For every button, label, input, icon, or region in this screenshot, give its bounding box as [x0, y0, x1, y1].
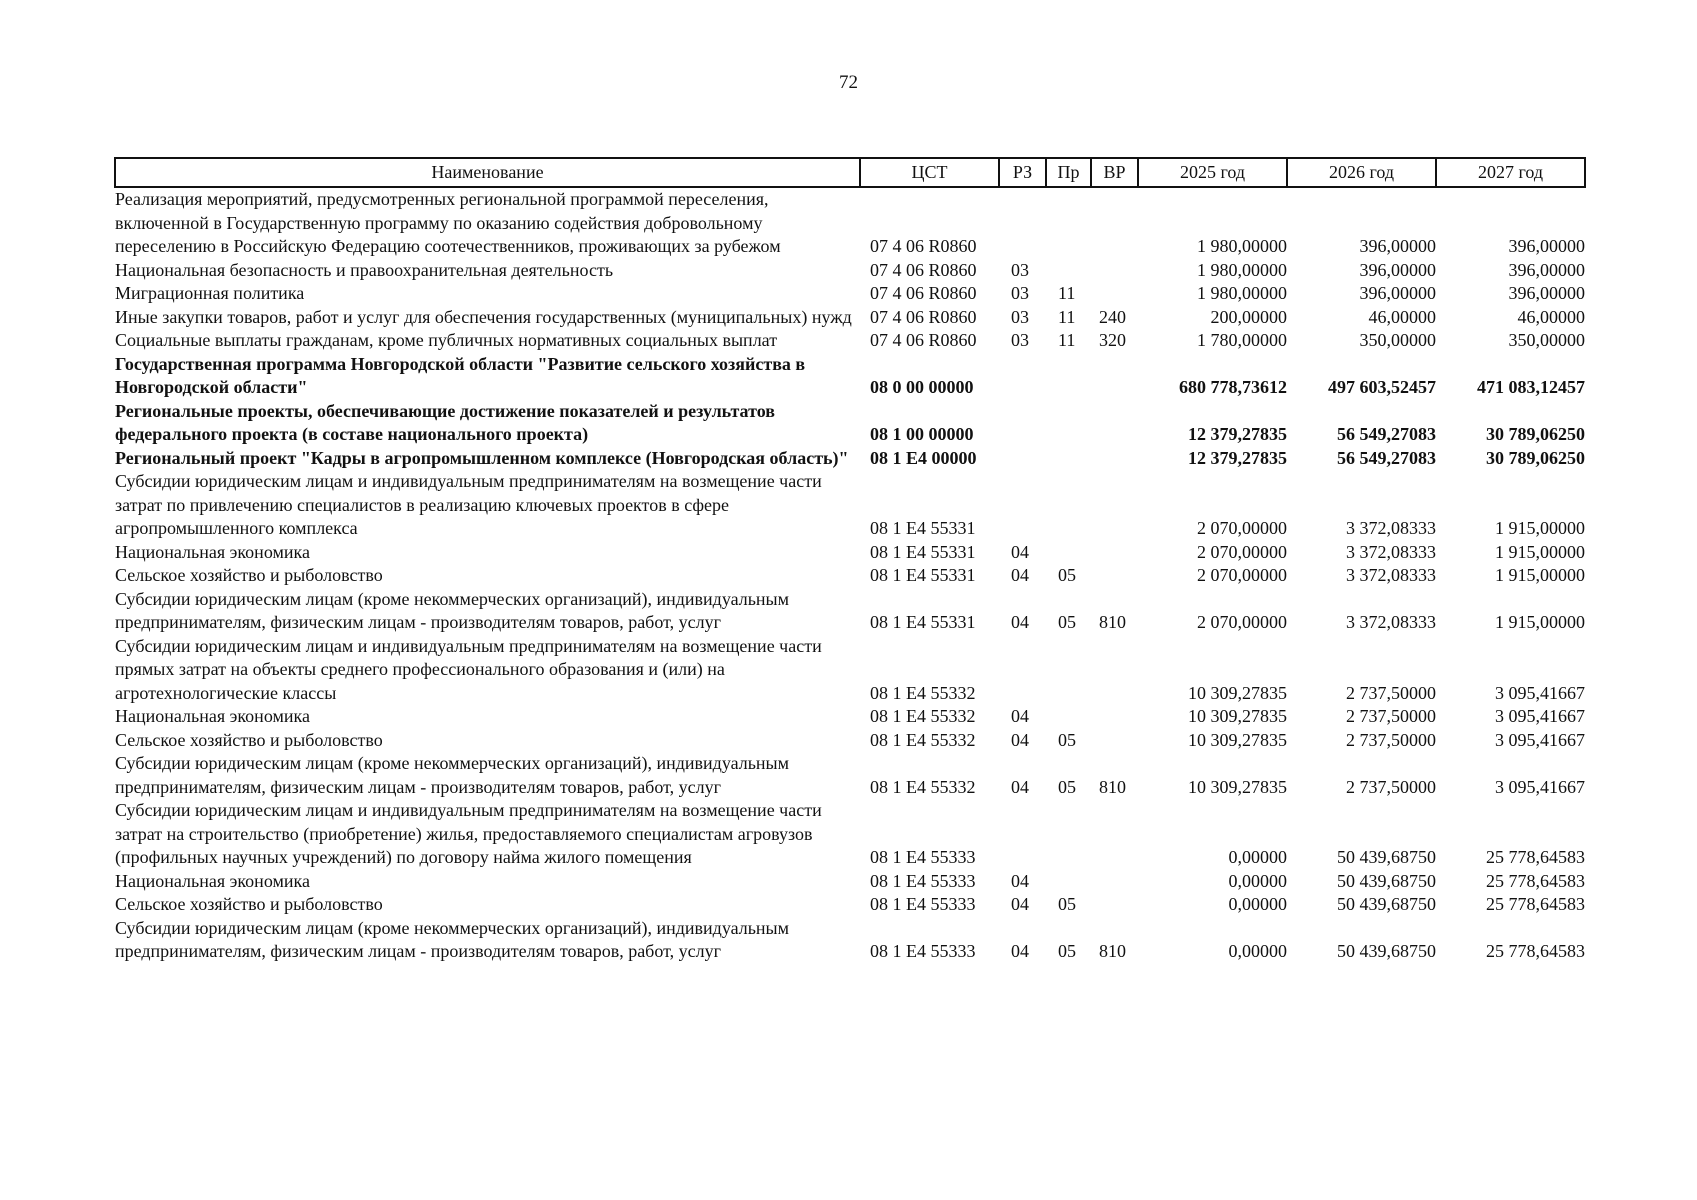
row-2027: 3 095,41667 [1495, 776, 1585, 797]
row-vr [1091, 799, 1138, 870]
row-name: Сельское хозяйство и рыболовство [115, 894, 383, 914]
row-2025: 1 780,00000 [1197, 330, 1287, 350]
header-2025: 2025 год [1138, 158, 1287, 187]
row-name: Субсидии юридическим лицам и индивидуальным предпринимателям на возмещение части затрат на строительство (приобретение) жилья, предоставляемого специалистам агровузов (профильных научных учреждений) по договору найма жилого помещения [115, 800, 822, 867]
row-2027: 3 095,41667 [1495, 729, 1585, 750]
row-2026: 2 737,50000 [1346, 729, 1436, 750]
row-rz: 03 [1011, 259, 1029, 280]
table-row [115, 799, 1585, 870]
row-name: Субсидии юридическим лицам (кроме некоммерческих организаций), индивидуальным предпринимателям, физическим лицам - производителям товаров, работ, услуг [115, 753, 790, 797]
row-cst: 08 1 E4 55333 [870, 847, 976, 867]
row-rz: 04 [1011, 870, 1029, 891]
table-row [115, 917, 1585, 964]
row-vr: 810 [1099, 612, 1126, 632]
header-pr: Пр [1046, 158, 1091, 187]
row-vr [1091, 447, 1138, 471]
row-rz [999, 799, 1046, 870]
table-row [115, 259, 1585, 283]
row-cst: 08 0 00 00000 [870, 377, 974, 397]
row-2026: 3 372,08333 [1346, 612, 1436, 632]
row-pr: 05 [1058, 941, 1076, 961]
row-2027: 396,00000 [1508, 259, 1585, 280]
row-pr: 05 [1058, 894, 1076, 914]
row-2025: 0,00000 [1228, 847, 1287, 867]
row-cst: 08 1 E4 55332 [870, 706, 976, 726]
row-2027: 1 915,00000 [1495, 518, 1585, 538]
row-name: Социальные выплаты гражданам, кроме публичных нормативных социальных выплат [115, 330, 778, 350]
table-row [115, 729, 1585, 753]
row-2026: 497 603,52457 [1328, 377, 1436, 397]
row-2025: 2 070,00000 [1197, 612, 1287, 632]
row-2026: 46,00000 [1368, 306, 1436, 327]
row-rz: 03 [1011, 283, 1029, 303]
row-pr: 11 [1058, 306, 1076, 327]
row-2027: 1 915,00000 [1495, 612, 1585, 632]
row-2026: 2 737,50000 [1346, 706, 1436, 726]
table-body [115, 187, 1585, 964]
row-name: Государственная программа Новгородской области "Развитие сельского хозяйства в Новгородской области" [115, 353, 806, 397]
row-vr: 810 [1099, 776, 1126, 797]
row-vr [1091, 893, 1138, 917]
row-2025: 0,00000 [1228, 870, 1287, 891]
row-2027: 350,00000 [1508, 330, 1585, 350]
row-name: Иные закупки товаров, работ и услуг для обеспечения государственных (муниципальных) нужд [115, 306, 852, 327]
row-pr: 05 [1058, 612, 1076, 632]
row-vr [1091, 564, 1138, 588]
row-cst: 08 1 E4 55331 [870, 612, 976, 632]
row-vr [1091, 282, 1138, 306]
row-2027: 3 095,41667 [1495, 682, 1585, 703]
row-vr [1091, 635, 1138, 706]
table-row [115, 447, 1585, 471]
row-pr [1046, 799, 1091, 870]
table-row [115, 588, 1585, 635]
row-pr: 05 [1058, 776, 1076, 797]
row-2026: 396,00000 [1359, 236, 1436, 256]
header-name: Наименование [115, 158, 860, 187]
table-row [115, 329, 1585, 353]
row-pr: 11 [1058, 283, 1076, 303]
row-2027: 46,00000 [1517, 306, 1585, 327]
row-name: Субсидии юридическим лицам и индивидуальным предпринимателям на возмещение части прямых затрат на объекты среднего профессионального образования и (или) на агротехнологические классы [115, 635, 822, 703]
row-rz: 03 [1011, 330, 1029, 350]
row-2025: 1 980,00000 [1197, 236, 1287, 256]
row-2026: 3 372,08333 [1346, 565, 1436, 585]
row-rz: 04 [1011, 894, 1029, 914]
row-cst: 08 1 E4 55333 [870, 894, 976, 914]
row-2025: 680 778,73612 [1179, 377, 1287, 397]
row-2027: 25 778,64583 [1486, 894, 1585, 914]
row-rz [999, 447, 1046, 471]
row-cst: 07 4 06 R0860 [870, 306, 977, 327]
row-name: Региональный проект "Кадры в агропромышленном комплексе (Новгородская область)" [115, 447, 849, 468]
row-2025: 12 379,27835 [1188, 447, 1287, 468]
row-name: Миграционная политика [115, 283, 305, 303]
row-cst: 08 1 E4 55332 [870, 682, 976, 703]
row-name: Сельское хозяйство и рыболовство [115, 565, 383, 585]
row-2025: 1 980,00000 [1197, 283, 1287, 303]
header-row [115, 158, 1585, 187]
row-cst: 08 1 E4 55332 [870, 729, 976, 750]
table-row [115, 306, 1585, 330]
row-2027: 25 778,64583 [1486, 870, 1585, 891]
row-2025: 200,00000 [1210, 306, 1287, 327]
row-pr [1046, 259, 1091, 283]
row-rz: 04 [1011, 541, 1029, 562]
row-2025: 2 070,00000 [1197, 518, 1287, 538]
row-2027: 3 095,41667 [1495, 706, 1585, 726]
row-name: Субсидии юридическим лицам и индивидуальным предпринимателям на возмещение части затрат по привлечению специалистов в реализацию ключевых проектов в сфере агропромышленного комплекса [115, 471, 822, 538]
row-pr [1046, 635, 1091, 706]
row-rz [999, 400, 1046, 447]
row-pr [1046, 353, 1091, 400]
row-2025: 10 309,27835 [1188, 706, 1287, 726]
row-pr: 05 [1058, 565, 1076, 585]
row-name: Региональные проекты, обеспечивающие достижение показателей и результатов федерального проекта (в составе национального проекта) [115, 400, 775, 444]
row-2025: 0,00000 [1228, 941, 1287, 961]
header-rz: РЗ [999, 158, 1046, 187]
row-vr [1091, 870, 1138, 894]
row-cst: 08 1 E4 55331 [870, 541, 976, 562]
row-pr [1046, 870, 1091, 894]
row-rz: 04 [1011, 612, 1029, 632]
row-pr: 11 [1058, 330, 1076, 350]
row-rz: 03 [1011, 306, 1029, 327]
row-cst: 08 1 E4 55333 [870, 870, 976, 891]
row-cst: 07 4 06 R0860 [870, 236, 977, 256]
row-cst: 08 1 00 00000 [870, 424, 974, 444]
row-vr [1091, 353, 1138, 400]
row-2026: 50 439,68750 [1337, 870, 1436, 891]
row-rz [999, 187, 1046, 259]
row-2025: 2 070,00000 [1197, 541, 1287, 562]
row-cst: 07 4 06 R0860 [870, 283, 977, 303]
row-rz: 04 [1011, 776, 1029, 797]
row-vr [1091, 705, 1138, 729]
row-name: Сельское хозяйство и рыболовство [115, 729, 383, 750]
table-row [115, 870, 1585, 894]
row-pr: 05 [1058, 729, 1076, 750]
row-vr: 320 [1099, 330, 1126, 350]
row-2026: 50 439,68750 [1337, 847, 1436, 867]
row-cst: 07 4 06 R0860 [870, 330, 977, 350]
table-row [115, 541, 1585, 565]
table-row [115, 353, 1585, 400]
row-2027: 30 789,06250 [1486, 424, 1585, 444]
row-vr: 810 [1099, 941, 1126, 961]
row-2027: 471 083,12457 [1477, 377, 1585, 397]
row-2027: 1 915,00000 [1495, 565, 1585, 585]
row-2025: 2 070,00000 [1197, 565, 1287, 585]
row-pr [1046, 447, 1091, 471]
header-2027: 2027 год [1436, 158, 1585, 187]
row-2026: 2 737,50000 [1346, 776, 1436, 797]
row-2026: 56 549,27083 [1337, 424, 1436, 444]
row-name: Субсидии юридическим лицам (кроме некоммерческих организаций), индивидуальным предпринимателям, физическим лицам - производителям товаров, работ, услуг [115, 917, 790, 961]
row-vr [1091, 400, 1138, 447]
row-2026: 50 439,68750 [1337, 894, 1436, 914]
table-row [115, 282, 1585, 306]
row-cst: 08 1 E4 00000 [870, 447, 977, 468]
row-2027: 25 778,64583 [1486, 941, 1585, 961]
row-2026: 2 737,50000 [1346, 682, 1436, 703]
table-row [115, 705, 1585, 729]
row-name: Национальная экономика [115, 870, 310, 891]
row-cst: 07 4 06 R0860 [870, 259, 977, 280]
table-row [115, 187, 1585, 259]
row-pr [1046, 470, 1091, 541]
row-cst: 08 1 E4 55331 [870, 518, 976, 538]
row-2025: 10 309,27835 [1188, 776, 1287, 797]
row-cst: 08 1 E4 55333 [870, 941, 976, 961]
row-vr [1091, 541, 1138, 565]
table-row [115, 752, 1585, 799]
row-rz [999, 353, 1046, 400]
row-2027: 1 915,00000 [1495, 541, 1585, 562]
row-2025: 10 309,27835 [1188, 682, 1287, 703]
row-vr [1091, 470, 1138, 541]
row-2025: 0,00000 [1228, 894, 1287, 914]
header-cst: ЦСТ [860, 158, 999, 187]
row-2025: 1 980,00000 [1197, 259, 1287, 280]
row-name: Субсидии юридическим лицам (кроме некоммерческих организаций), индивидуальным предпринимателям, физическим лицам - производителям товаров, работ, услуг [115, 588, 790, 632]
row-name: Национальная безопасность и правоохранительная деятельность [115, 259, 614, 280]
row-pr [1046, 400, 1091, 447]
row-cst: 08 1 E4 55331 [870, 565, 976, 585]
row-rz: 04 [1011, 729, 1029, 750]
row-name: Национальная экономика [115, 541, 310, 562]
table-row [115, 893, 1585, 917]
row-rz: 04 [1011, 706, 1029, 726]
row-2026: 3 372,08333 [1346, 541, 1436, 562]
row-pr [1046, 705, 1091, 729]
table-row [115, 470, 1585, 541]
header-vr: ВР [1091, 158, 1138, 187]
budget-table [114, 157, 1586, 964]
row-rz: 04 [1011, 941, 1029, 961]
row-cst: 08 1 E4 55332 [870, 776, 976, 797]
row-2026: 396,00000 [1359, 259, 1436, 280]
table-row [115, 400, 1585, 447]
row-rz [999, 635, 1046, 706]
row-pr [1046, 187, 1091, 259]
row-2026: 396,00000 [1359, 283, 1436, 303]
row-name: Реализация мероприятий, предусмотренных региональной программой переселения, включенной в Государственную программу по оказанию содействия добровольному переселению в Российскую Федерацию соотечественников, проживающих за рубежом [115, 189, 781, 256]
row-pr [1046, 541, 1091, 565]
row-2026: 3 372,08333 [1346, 518, 1436, 538]
row-rz: 04 [1011, 565, 1029, 585]
table-row [115, 564, 1585, 588]
table-row [115, 635, 1585, 706]
row-2026: 50 439,68750 [1337, 941, 1436, 961]
row-2027: 25 778,64583 [1486, 847, 1585, 867]
row-vr [1091, 729, 1138, 753]
row-2026: 56 549,27083 [1337, 447, 1436, 468]
table-header [115, 158, 1585, 187]
row-2027: 30 789,06250 [1486, 447, 1585, 468]
header-2026: 2026 год [1287, 158, 1436, 187]
row-2027: 396,00000 [1508, 283, 1585, 303]
row-name: Национальная экономика [115, 706, 310, 726]
row-vr [1091, 259, 1138, 283]
row-2026: 350,00000 [1359, 330, 1436, 350]
row-2025: 12 379,27835 [1188, 424, 1287, 444]
row-vr [1091, 187, 1138, 259]
page-number: 72 [839, 72, 858, 93]
row-rz [999, 470, 1046, 541]
row-2025: 10 309,27835 [1188, 729, 1287, 750]
row-vr: 240 [1099, 306, 1126, 327]
row-2027: 396,00000 [1508, 236, 1585, 256]
